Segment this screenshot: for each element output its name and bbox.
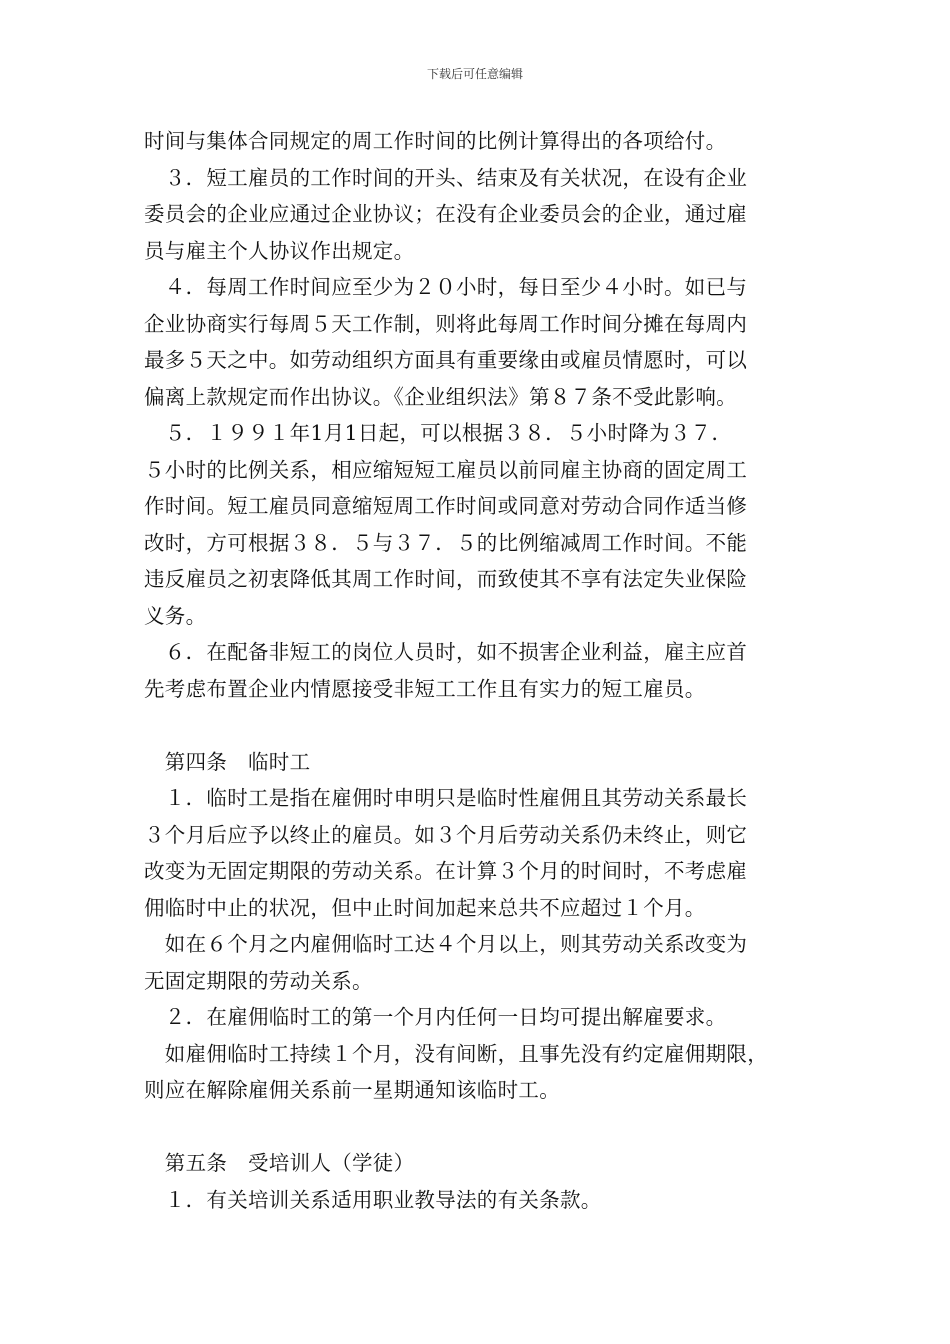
blank-line [144,1109,824,1146]
text-line: 违反雇员之初衷降低其周工作时间，而致使其不享有法定失业保险 [144,567,748,591]
text-line: 员与雇主个人协议作出规定。 [144,238,415,263]
text-line: ４．每周工作时间应至少为２０小时，每日至少４小时。如已与 [144,275,748,299]
text-line: ３个月后应予以终止的雇员。如３个月后劳动关系仍未终止，则它 [144,822,748,847]
text-line: 作时间。短工雇员同意缩短周工作时间或同意对劳动合同作适当修 [144,494,748,518]
text-line: ５．１９９１年1月1日起，可以根据３８．５小时降为３７． [144,421,733,445]
text-line: 第四条 临时工 [144,749,311,774]
text-line: 佣临时中止的状况，但中止时间加起来总共不应超过１个月。 [144,895,706,920]
text-line: 如在６个月之内雇佣临时工达４个月以上，则其劳动关系改变为 [144,932,748,956]
text-line: １．临时工是指在雇佣时申明只是临时性雇佣且其劳动关系最长 [144,786,748,810]
text-line: ２．在雇佣临时工的第一个月内任何一日均可提出解雇要求。 [144,1005,727,1029]
text-line: 委员会的企业应通过企业协议；在没有企业委员会的企业，通过雇 [144,202,748,226]
text-line: １．有关培训关系适用职业教导法的有关条款。 [144,1187,602,1212]
text-line: 偏离上款规定而作出协议。《企业组织法》第８７条不受此影响。 [144,384,737,409]
text-line: 改时，方可根据３８．５与３７．５的比例缩减周工作时间。不能 [144,530,748,555]
text-line: 则应在解除雇佣关系前一星期通知该临时工。 [144,1078,560,1102]
text-line: 无固定期限的劳动关系。 [144,968,373,993]
text-line: 如雇佣临时工持续１个月，没有间断，且事先没有约定雇佣期限， [144,1041,768,1066]
text-line: 第五条 受培训人（学徒） [144,1151,415,1175]
page-header: 下载后可任意编辑 [426,67,523,81]
text-line: ５小时的比例关系，相应缩短短工雇员以前同雇主协商的固定周工 [144,457,748,482]
text-line: ３．短工雇员的工作时间的开头、结束及有关状况，在设有企业 [144,165,748,190]
blank-line [144,707,824,744]
text-line: 最多５天之中。如劳动组织方面具有重要缘由或雇员情愿时，可以 [144,348,748,372]
text-line: 改变为无固定期限的劳动关系。在计算３个月的时间时，不考虑雇 [144,859,748,883]
document-body [144,123,824,1218]
text-line: 义务。 [144,603,207,628]
text-line: 时间与集体合同规定的周工作时间的比例计算得出的各项给付。 [144,129,727,153]
text-line: 先考虑布置企业内情愿接受非短工工作且有实力的短工雇员。 [144,676,706,701]
text-line: ６．在配备非短工的岗位人员时，如不损害企业利益，雇主应首 [144,640,748,664]
text-line: 企业协商实行每周５天工作制，则将此每周工作时间分摊在每周内 [144,311,748,336]
